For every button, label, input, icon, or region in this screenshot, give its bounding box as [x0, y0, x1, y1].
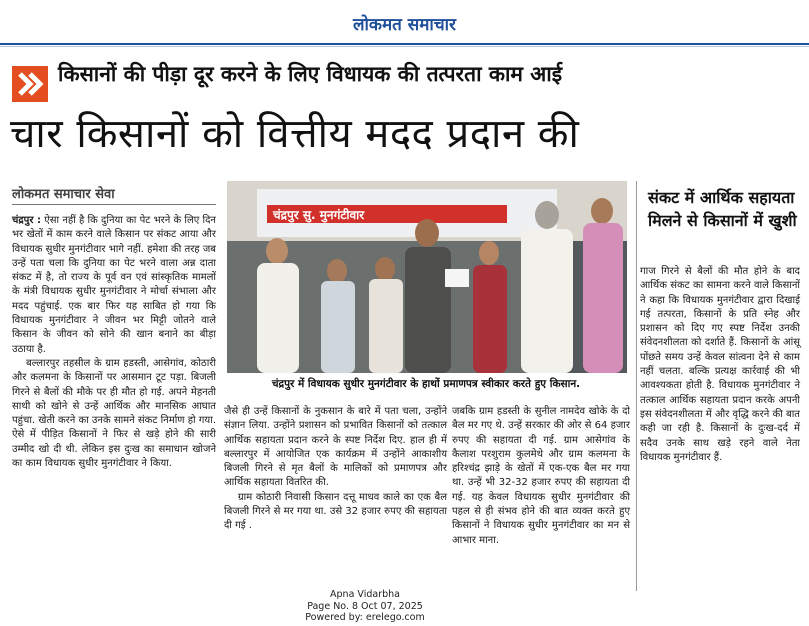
photo-banner-text: चंद्रपुर सु. मुनगंटीवार — [273, 208, 365, 222]
paragraph: बल्लारपुर तहसील के ग्राम हडस्ती, आसेगांव, कोठारी और कलमना के किसानों पर आसमान टूट पड़ा. बिजली गिरने से बैलों की मौके पर ही मौत हो गई. अपने मेहनती साथी को खोने से उन्हें आर्थिक और मानसिक आघात पहुंचा. खेती करने का उनके सामने संकट निर्माण हो गया. ऐसे में पीड़ित किसानों ने फिर से खड़े होने की सारी उम्मीद खो दी थी. लेकिन इस दुःख का समाधान खोजने का काम विधायक सुधीर मुनगंटीवार ने किया. — [12, 357, 216, 470]
article-column-1 — [12, 214, 216, 471]
photo-caption: चंद्रपुर में विधायक सुधीर मुनगंटीवार के हाथों प्रमाणपत्र स्वीकार करते हुए किसान. — [271, 378, 581, 390]
byline-rule — [12, 204, 216, 205]
paragraph-text: ऐसा नहीं है कि दुनिया का पेट भरने के लिए दिन भर खेतों में काम करने वाले किसान पर संकट आया और विधायक सुधीर मुनगंटीवार भागे नहीं. हमेशा की तरह जब उन्हें पता चला कि दुनिया का पेट भरने वाला अन्न दाता संकट में है, तो राज्य के पूर्व वन एवं सांस्कृतिक मामलों के मंत्री विधायक सुधीर मुनगंटीवार ने मोर्चा संभाला और मदद पहुंचाई. एक बार फिर यह साबित हो गया कि विधायक मुनगंटीवार ने जीवन भर मिट्टी जोतने वाले किसान के जीवन को सोने की खान बनाने का बीड़ा उठाया है. — [12, 215, 216, 355]
paragraph: ग्राम कोठारी निवासी किसान दत्तू माधव काले का एक बैल बिजली गिरने से मर गया था. उसे 32 हजार रुपए की सहायता दी गई . — [224, 491, 447, 532]
paragraph: जबकि ग्राम हडस्ती के सुनील नामदेव खोके के दो बैल मर गए थे. उन्हें सरकार की ओर से 64 हजार रुपए की सहायता दी गई. ग्राम आसेगांव के कैलाश परशुराम कुलमेथे और ग्राम कलमना के हरिश्चंद्र झाड़े के खेतों में एक-एक बैल मर गया था. उन्हें भी 32-32 हजार रुपए की सहायता दी गई. यह केवल विधायक सुधीर मुनगंटीवार की पहल से ही संभव होने की बात व्यक्त करते हुए किसानों ने विधायक सुधीर मुनगंटीवार का मन से आभार माना. — [452, 406, 630, 546]
double-chevron-icon — [12, 66, 48, 102]
article-photo — [227, 181, 627, 373]
paragraph: जैसे ही उन्हें किसानों के नुकसान के बारे में पता चला, उन्होंने संज्ञान लिया. उन्होंने प्रशासन को प्रभावित किसानों को तत्काल आर्थिक सहायता प्रदान करने के स्पष्ट निर्देश दिए. हाल ही में बल्लारपुर में आयोजित एक कार्यक्रम में उन्होंने आकाशीय बिजली गिरने से मृत बैलों के मालिकों को प्रमाणपत्र और आर्थिक सहायता वितरित की. — [224, 406, 447, 489]
article-kicker: किसानों की पीड़ा दूर करने के लिए विधायक की तत्परता काम आई — [58, 62, 563, 86]
article-column-3 — [452, 405, 630, 548]
sidebar-divider — [636, 181, 637, 591]
masthead — [0, 0, 809, 44]
dateline: चंद्रपुर : — [12, 215, 41, 226]
sidebar-heading: संकट में आर्थिक सहायता मिलने से किसानों में खुशी — [648, 188, 797, 230]
publication-name: Apna Vidarbha — [330, 589, 400, 600]
article-headline: चार किसानों को वित्तीय मदद प्रदान की — [10, 111, 580, 157]
paragraph — [12, 214, 216, 357]
paragraph: गाज गिरने से बैलों की मौत होने के बाद आर्थिक संकट का सामना करने वाले किसानों ने कहा कि विधायक मुनगंटीवार द्वारा दिखाई गई तत्परता, किसानों के प्रति स्नेह और प्रशासन को दिए गए स्पष्ट निर्देश उनकी संवेदनशीलता को दर्शाते हैं. किसानों के आंसू पोंछते समय उन्हें केवल सांत्वना देने से काम नहीं चलता. बल्कि प्रत्यक्ष कार्रवाई की भी आवश्यकता होती है. विधायक मुनगंटीवार ने तत्काल आर्थिक सहायता प्रदान करके अपनी इस संवेदनशीलता में और वृद्धि करने की बात कही जा रही है. किसानों के दुःख-दर्द में सदैव उनके साथ खड़े रहने वाले नेता विधायक मुनगंटीवार हैं. — [640, 266, 800, 463]
masthead-rule — [0, 43, 809, 45]
divider — [0, 46, 809, 47]
byline: लोकमत समाचार सेवा — [12, 187, 115, 202]
sidebar-body — [640, 265, 800, 465]
masthead-title: लोकमत समाचार — [353, 15, 456, 35]
article-column-2 — [224, 405, 447, 534]
page-footer — [275, 589, 455, 624]
page-date: Page No. 8 Oct 07, 2025 — [307, 600, 423, 612]
powered-by: Powered by: erelego.com — [305, 612, 425, 623]
